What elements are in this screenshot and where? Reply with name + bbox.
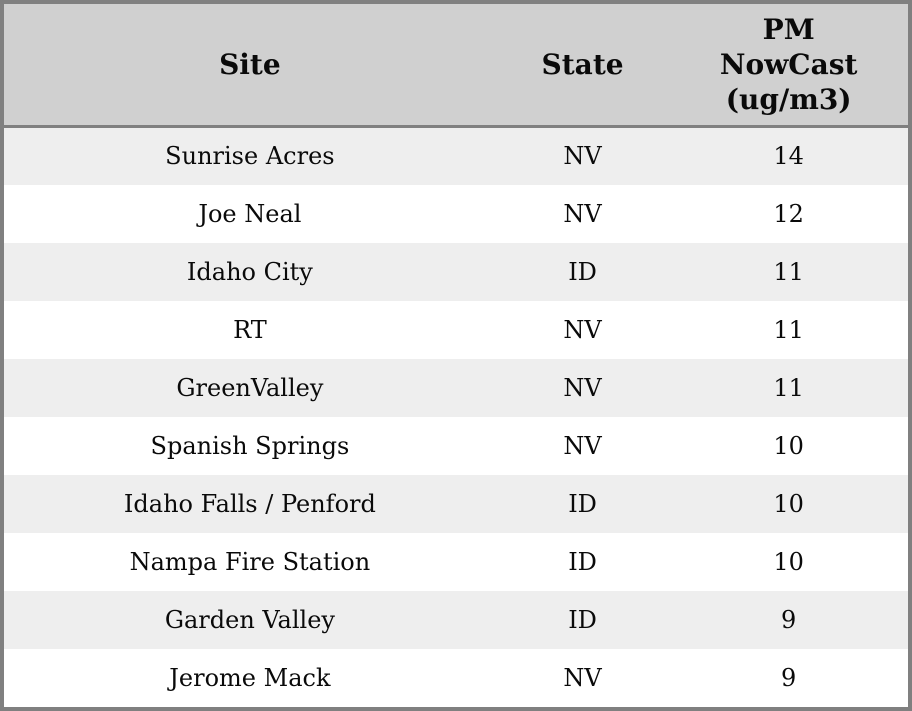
state-cell: NV bbox=[563, 199, 602, 228]
table-row bbox=[4, 301, 908, 359]
table-row bbox=[4, 533, 908, 591]
site-cell: Jerome Mack bbox=[169, 663, 331, 692]
column-header-pm-nowcast-label: PM NowCast (ug/m3) bbox=[719, 13, 858, 116]
state-cell: ID bbox=[568, 547, 597, 576]
table-row bbox=[4, 475, 908, 533]
site-cell: GreenValley bbox=[176, 373, 324, 402]
site-cell: Joe Neal bbox=[198, 199, 302, 228]
pm-nowcast-cell: 10 bbox=[773, 547, 804, 576]
table-row bbox=[4, 359, 908, 417]
column-header-site bbox=[4, 4, 496, 127]
pm-nowcast-cell: 14 bbox=[773, 142, 804, 171]
table-body bbox=[4, 127, 908, 708]
state-cell: NV bbox=[563, 431, 602, 460]
state-cell: NV bbox=[563, 315, 602, 344]
site-cell: Nampa Fire Station bbox=[129, 547, 371, 576]
table-row bbox=[4, 649, 908, 707]
pm-nowcast-cell: 10 bbox=[773, 431, 804, 460]
pm-nowcast-cell: 11 bbox=[773, 373, 804, 402]
pm-nowcast-cell: 10 bbox=[773, 489, 804, 518]
table-row bbox=[4, 591, 908, 649]
header-row bbox=[4, 4, 908, 127]
column-header-pm-nowcast bbox=[669, 4, 908, 127]
site-cell: Garden Valley bbox=[164, 605, 335, 634]
table-row bbox=[4, 185, 908, 243]
site-cell: Spanish Springs bbox=[150, 431, 350, 460]
state-cell: ID bbox=[568, 257, 597, 286]
column-header-site-label: Site bbox=[219, 48, 281, 81]
pm-nowcast-cell: 11 bbox=[773, 257, 804, 286]
column-header-state-label: State bbox=[541, 48, 624, 81]
column-header-state bbox=[496, 4, 670, 127]
table-header bbox=[4, 4, 908, 127]
table-row bbox=[4, 243, 908, 301]
state-cell: NV bbox=[563, 663, 602, 692]
state-cell: ID bbox=[568, 489, 597, 518]
state-cell: NV bbox=[563, 142, 602, 171]
site-cell: Sunrise Acres bbox=[165, 142, 335, 171]
pm-nowcast-cell: 12 bbox=[773, 199, 804, 228]
site-cell: RT bbox=[233, 315, 267, 344]
site-cell: Idaho Falls / Penford bbox=[123, 489, 376, 518]
pm-nowcast-cell: 9 bbox=[781, 663, 797, 692]
table-row bbox=[4, 127, 908, 185]
site-cell: Idaho City bbox=[186, 257, 313, 286]
state-cell: NV bbox=[563, 373, 602, 402]
pm-nowcast-cell: 11 bbox=[773, 315, 804, 344]
pm-nowcast-table bbox=[4, 4, 908, 707]
state-cell: ID bbox=[568, 605, 597, 634]
pm-nowcast-cell: 9 bbox=[781, 605, 797, 634]
table-row bbox=[4, 417, 908, 475]
